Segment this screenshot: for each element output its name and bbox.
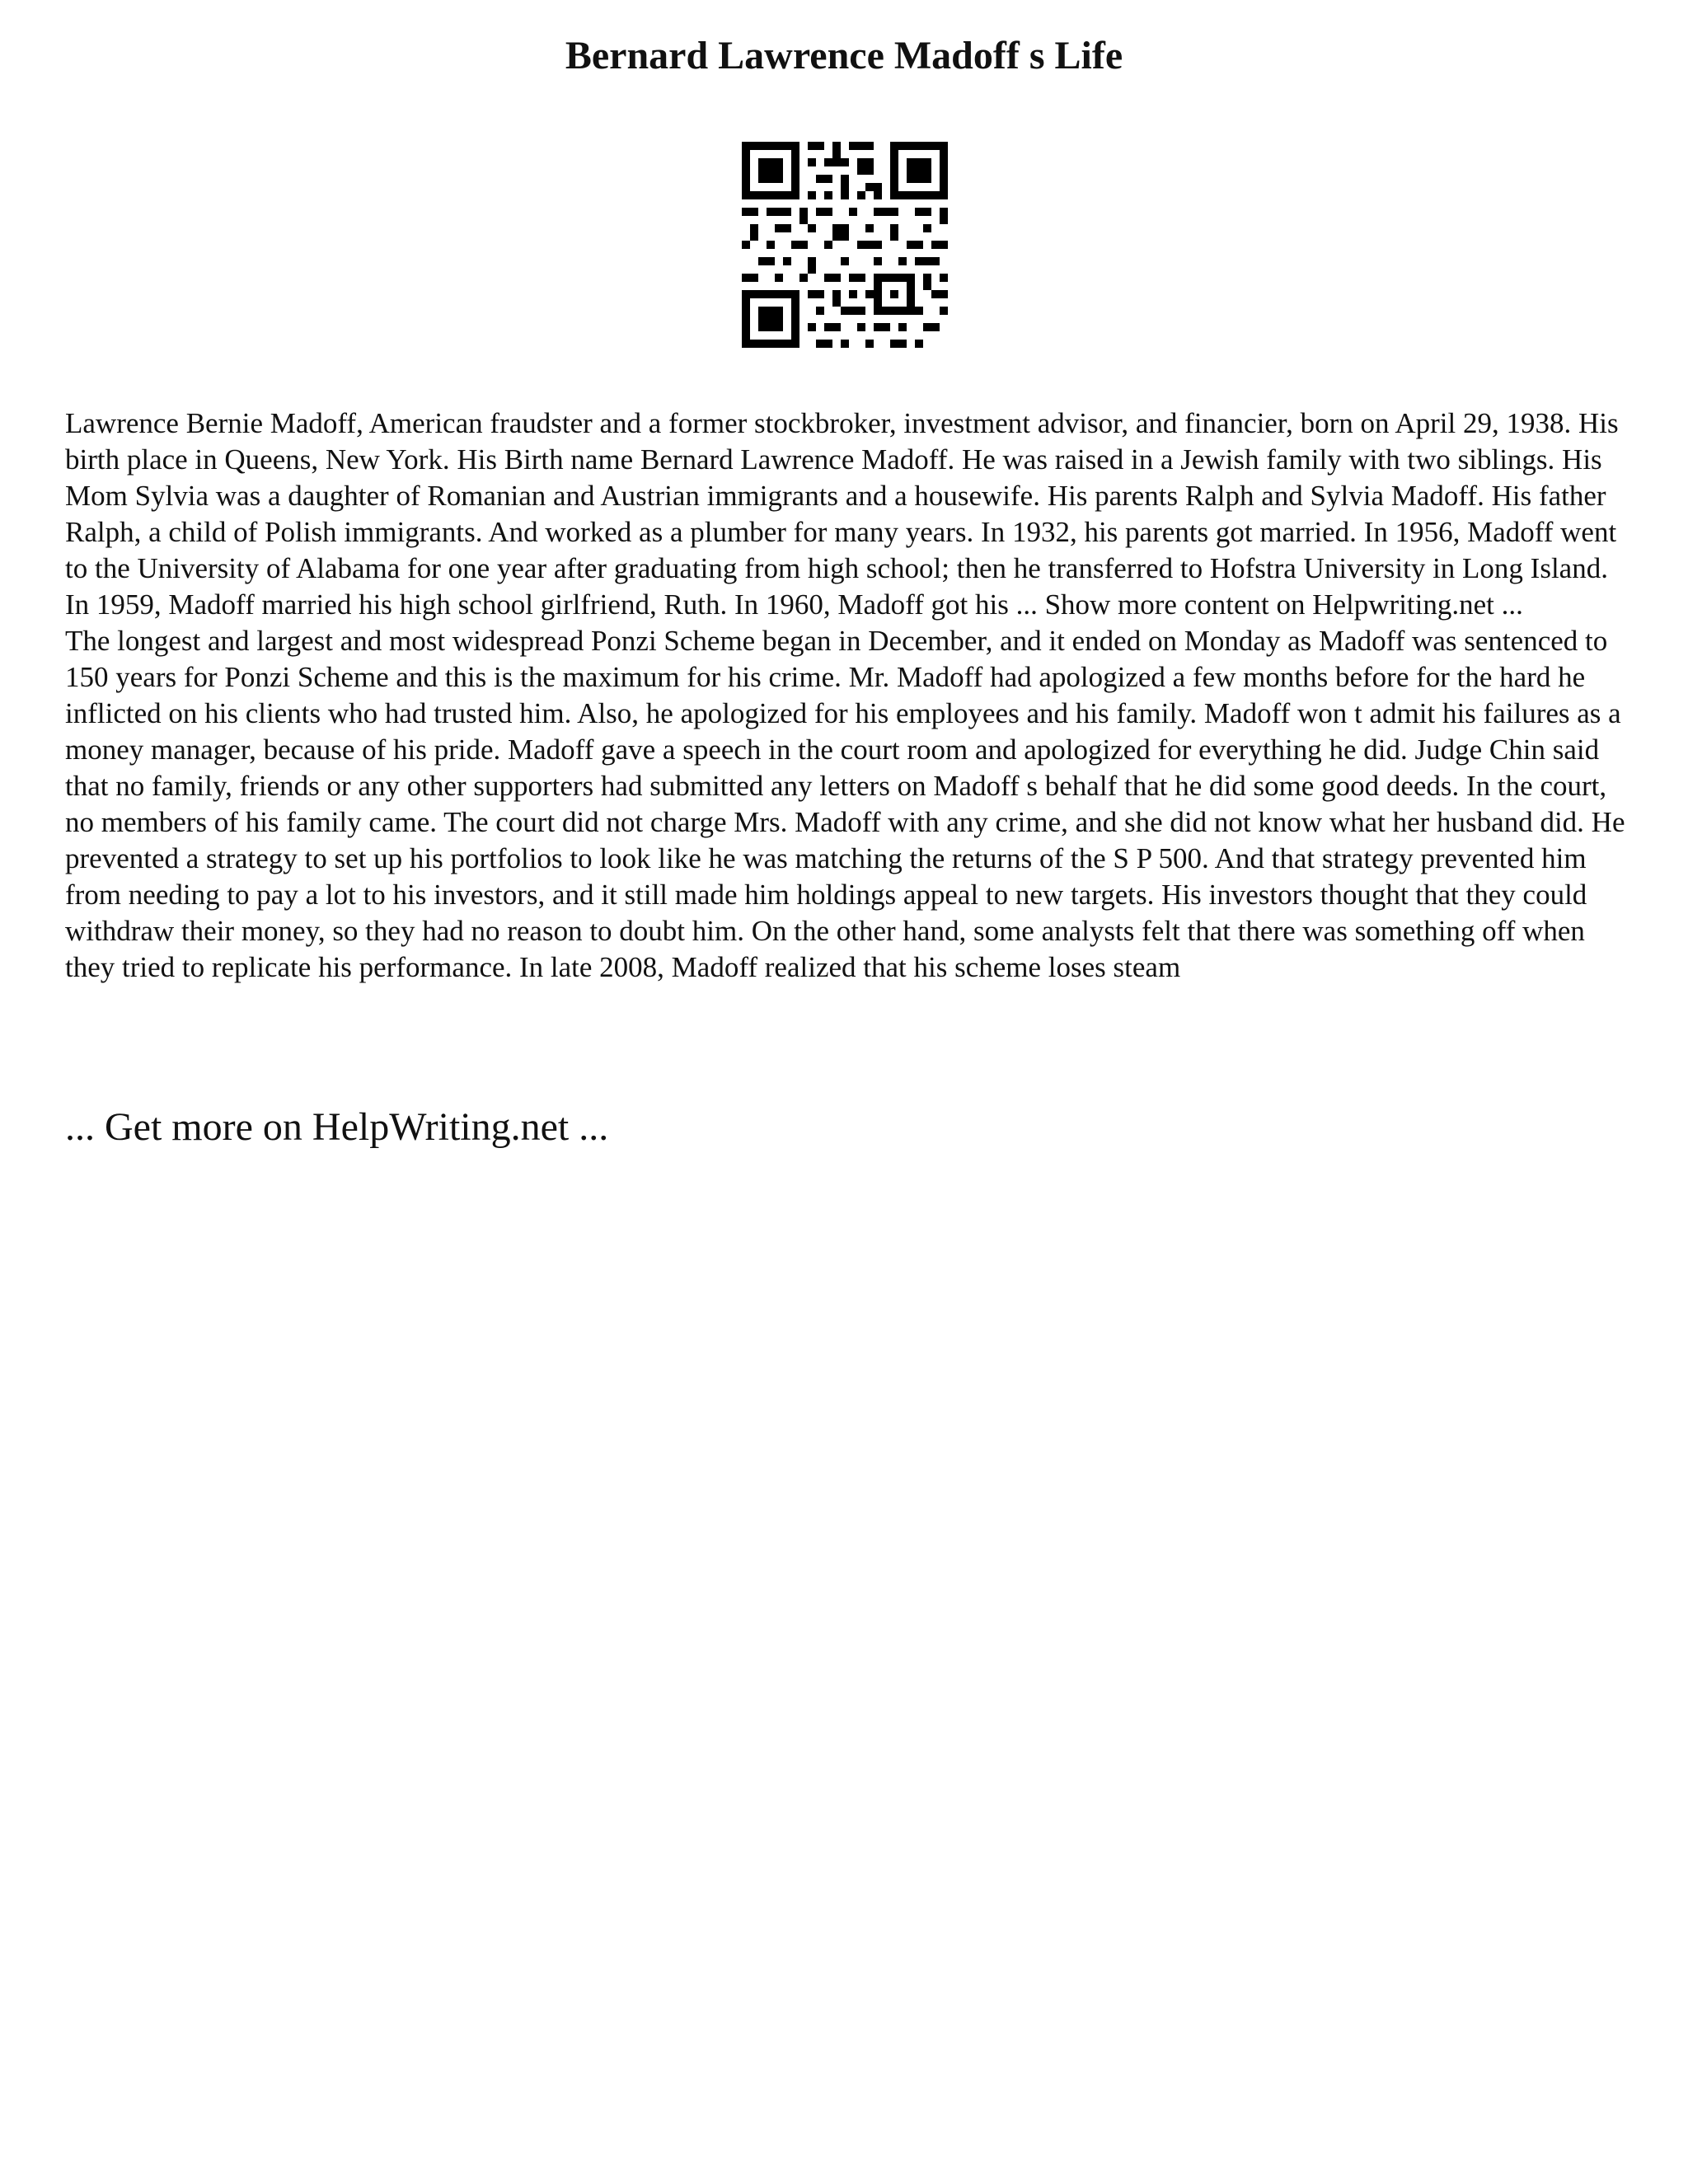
- qr-code-icon[interactable]: [742, 142, 948, 348]
- paragraph-biography: Lawrence Bernie Madoff, American fraudster and a former stockbroker, investment advisor, and financier, born on April 29, 1938. His birth place in Queens, New York. His Birth name Bernard Lawrence Madoff. He was raised in a Jewish family with two siblings. His Mom Sylvia was a daughter of Romanian and Austrian immigrants and a housewife. His parents Ralph and Sylvia Madoff. His father Ralph, a child of Polish immigrants. And worked as a plumber for many years. In 1932, his parents got married. In 1956, Madoff went to the University of Alabama for one year after graduating from high school; then he transferred to Hofstra University in Long Island. In 1959, Madoff married his high school girlfriend, Ruth. In 1960, Madoff got his ... Show more content on Helpwriting.net ...: [65, 407, 1619, 621]
- document-title: Bernard Lawrence Madoff s Life: [565, 34, 1123, 77]
- get-more-link[interactable]: ... Get more on HelpWriting.net ...: [65, 1105, 609, 1149]
- paragraph-ponzi-scheme: The longest and largest and most widespread Ponzi Scheme began in December, and it ended on Monday as Madoff was sentenced to 150 years for Ponzi Scheme and this is the maximum for his crime. Mr. Madoff had apologized a few months before for the hard he inflicted on his clients who had trusted him. Also, he apologized for his employees and his family. Madoff won t admit his failures as a money manager, because of his pride. Madoff gave a speech in the court room and apologized for everything he did. Judge Chin said that no family, friends or any other supporters had submitted any letters on Madoff s behalf that he did some good deeds. In the court, no members of his family came. The court did not charge Mrs. Madoff with any crime, and she did not know what her husband did. He prevented a strategy to set up his portfolios to look like he was matching the returns of the S P 500. And that strategy prevented him from needing to pay a lot to his investors, and it still made him holdings appeal to new targets. His investors thought that they could withdraw their money, so they had no reason to doubt him. On the other hand, some analysts felt that there was something off when they tried to replicate his performance. In late 2008, Madoff realized that his scheme loses steam: [65, 625, 1625, 983]
- article-body: [65, 405, 1631, 986]
